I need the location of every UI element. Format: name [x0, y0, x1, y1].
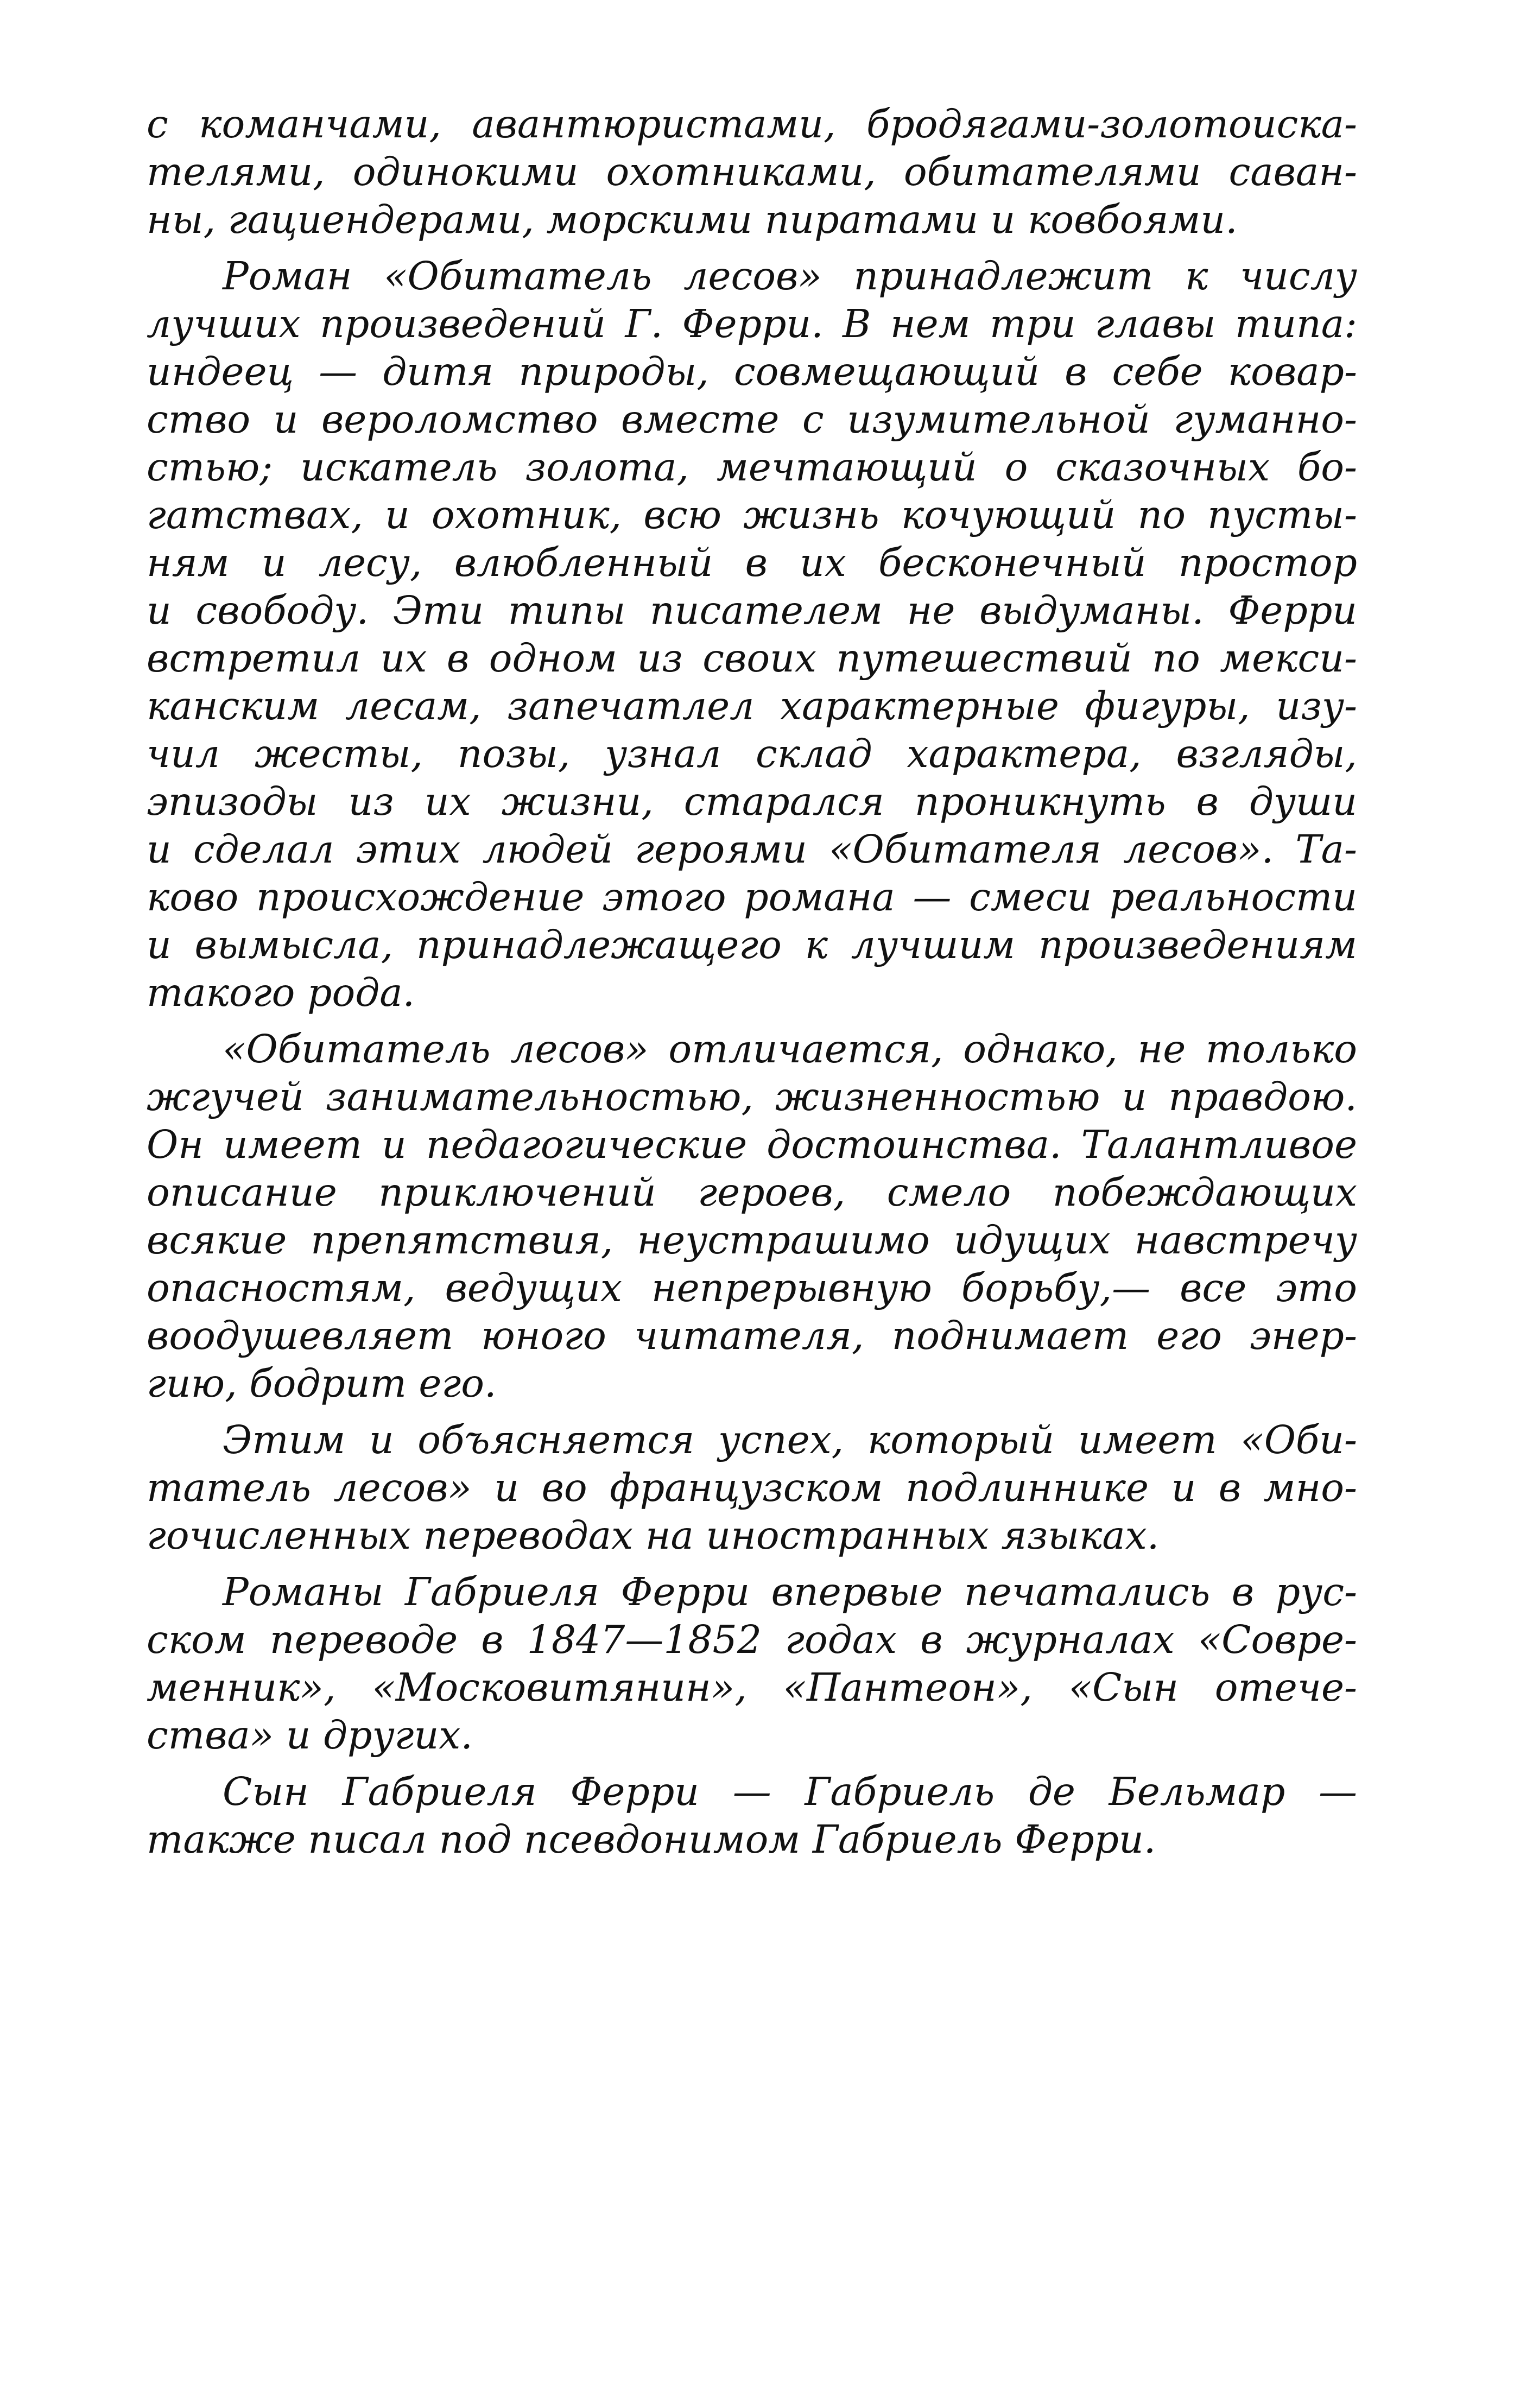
text-line: Он имеет и педагогические достоинства. Талантливое	[147, 1122, 1357, 1167]
text-line: такого рода.	[147, 970, 415, 1015]
text-line: ням и лесу, влюбленный в их бесконечный простор	[147, 540, 1357, 585]
text-line: Роман «Обитатель лесов» принадлежит к числу	[223, 254, 1357, 299]
text-line: Этим и объясняется успех, который имеет «Оби-	[223, 1417, 1357, 1462]
text-line: с команчами, авантюристами, бродягами-золотоиска-	[147, 102, 1357, 147]
text-line: и свободу. Эти типы писателем не выдуманы. Ферри	[147, 588, 1357, 633]
text-line: ково происхождение этого романа — смеси реальности	[147, 875, 1357, 920]
text-line: ны, гациендерами, морскими пиратами и ковбоями.	[147, 197, 1238, 242]
text-line: ском переводе в 1847—1852 годах в журналах «Совре-	[147, 1617, 1357, 1662]
paragraph	[147, 100, 1357, 244]
paragraph-gap	[147, 1759, 1357, 1768]
text-line: «Обитатель лесов» отличается, однако, не только	[223, 1026, 1357, 1072]
text-line: телями, одинокими охотниками, обитателями саван-	[147, 149, 1357, 194]
paragraph-gap	[147, 1408, 1357, 1416]
text-line: также писал под псевдонимом Габриель Ферри.	[147, 1817, 1156, 1862]
text-line: гатствах, и охотник, всю жизнь кочующий по пусты-	[147, 492, 1357, 537]
text-line: опасностям, ведущих непрерывную борьбу,— все это	[147, 1265, 1357, 1310]
text-line: встретил их в одном из своих путешествий по мекси-	[147, 636, 1357, 681]
paragraph-gap	[147, 244, 1357, 252]
text-line: ство и вероломство вместе с изумительной гуманно-	[147, 397, 1357, 442]
text-line: индеец — дитя природы, совмещающий в себе ковар-	[147, 349, 1357, 394]
text-line: чил жесты, позы, узнал склад характера, взгляды,	[147, 731, 1357, 776]
paragraph-gap	[147, 1017, 1357, 1025]
text-line: татель лесов» и во французском подлиннике и в мно-	[147, 1465, 1357, 1510]
text-line: канским лесам, запечатлел характерные фигуры, изу-	[147, 683, 1357, 728]
text-line: жгучей занимательностью, жизненностью и правдою.	[147, 1074, 1357, 1119]
text-line: гочисленных переводах на иностранных языках.	[147, 1513, 1160, 1558]
text-line: лучших произведений Г. Ферри. В нем три главы типа:	[147, 301, 1357, 346]
text-line: воодушевляет юного читателя, поднимает его энер-	[147, 1313, 1357, 1358]
text-line: и сделал этих людей героями «Обитателя лесов». Та-	[147, 827, 1357, 872]
text-line: стью; искатель золота, мечтающий о сказочных бо-	[147, 445, 1357, 490]
paragraph-gap	[147, 1560, 1357, 1568]
text-line: менник», «Московитянин», «Пантеон», «Сын отече-	[147, 1665, 1357, 1710]
text-line: Сын Габриеля Ферри — Габриель де Бельмар —	[223, 1769, 1357, 1814]
text-line: Романы Габриеля Ферри впервые печатались в рус-	[223, 1569, 1357, 1614]
text-line: ства» и других.	[147, 1713, 473, 1758]
text-line: гию, бодрит его.	[147, 1361, 497, 1406]
paragraph	[147, 252, 1357, 1017]
text-line: описание приключений героев, смело побеждающих	[147, 1170, 1357, 1215]
body-text	[147, 100, 1357, 1864]
text-line: и вымысла, принадлежащего к лучшим произведениям	[147, 922, 1357, 967]
paragraph	[147, 1416, 1357, 1560]
paragraph	[147, 1025, 1357, 1408]
text-line: всякие препятствия, неустрашимо идущих навстречу	[147, 1218, 1357, 1263]
paragraph	[147, 1568, 1357, 1759]
paragraph	[147, 1768, 1357, 1864]
text-line: эпизоды из их жизни, старался проникнуть в души	[147, 779, 1357, 824]
